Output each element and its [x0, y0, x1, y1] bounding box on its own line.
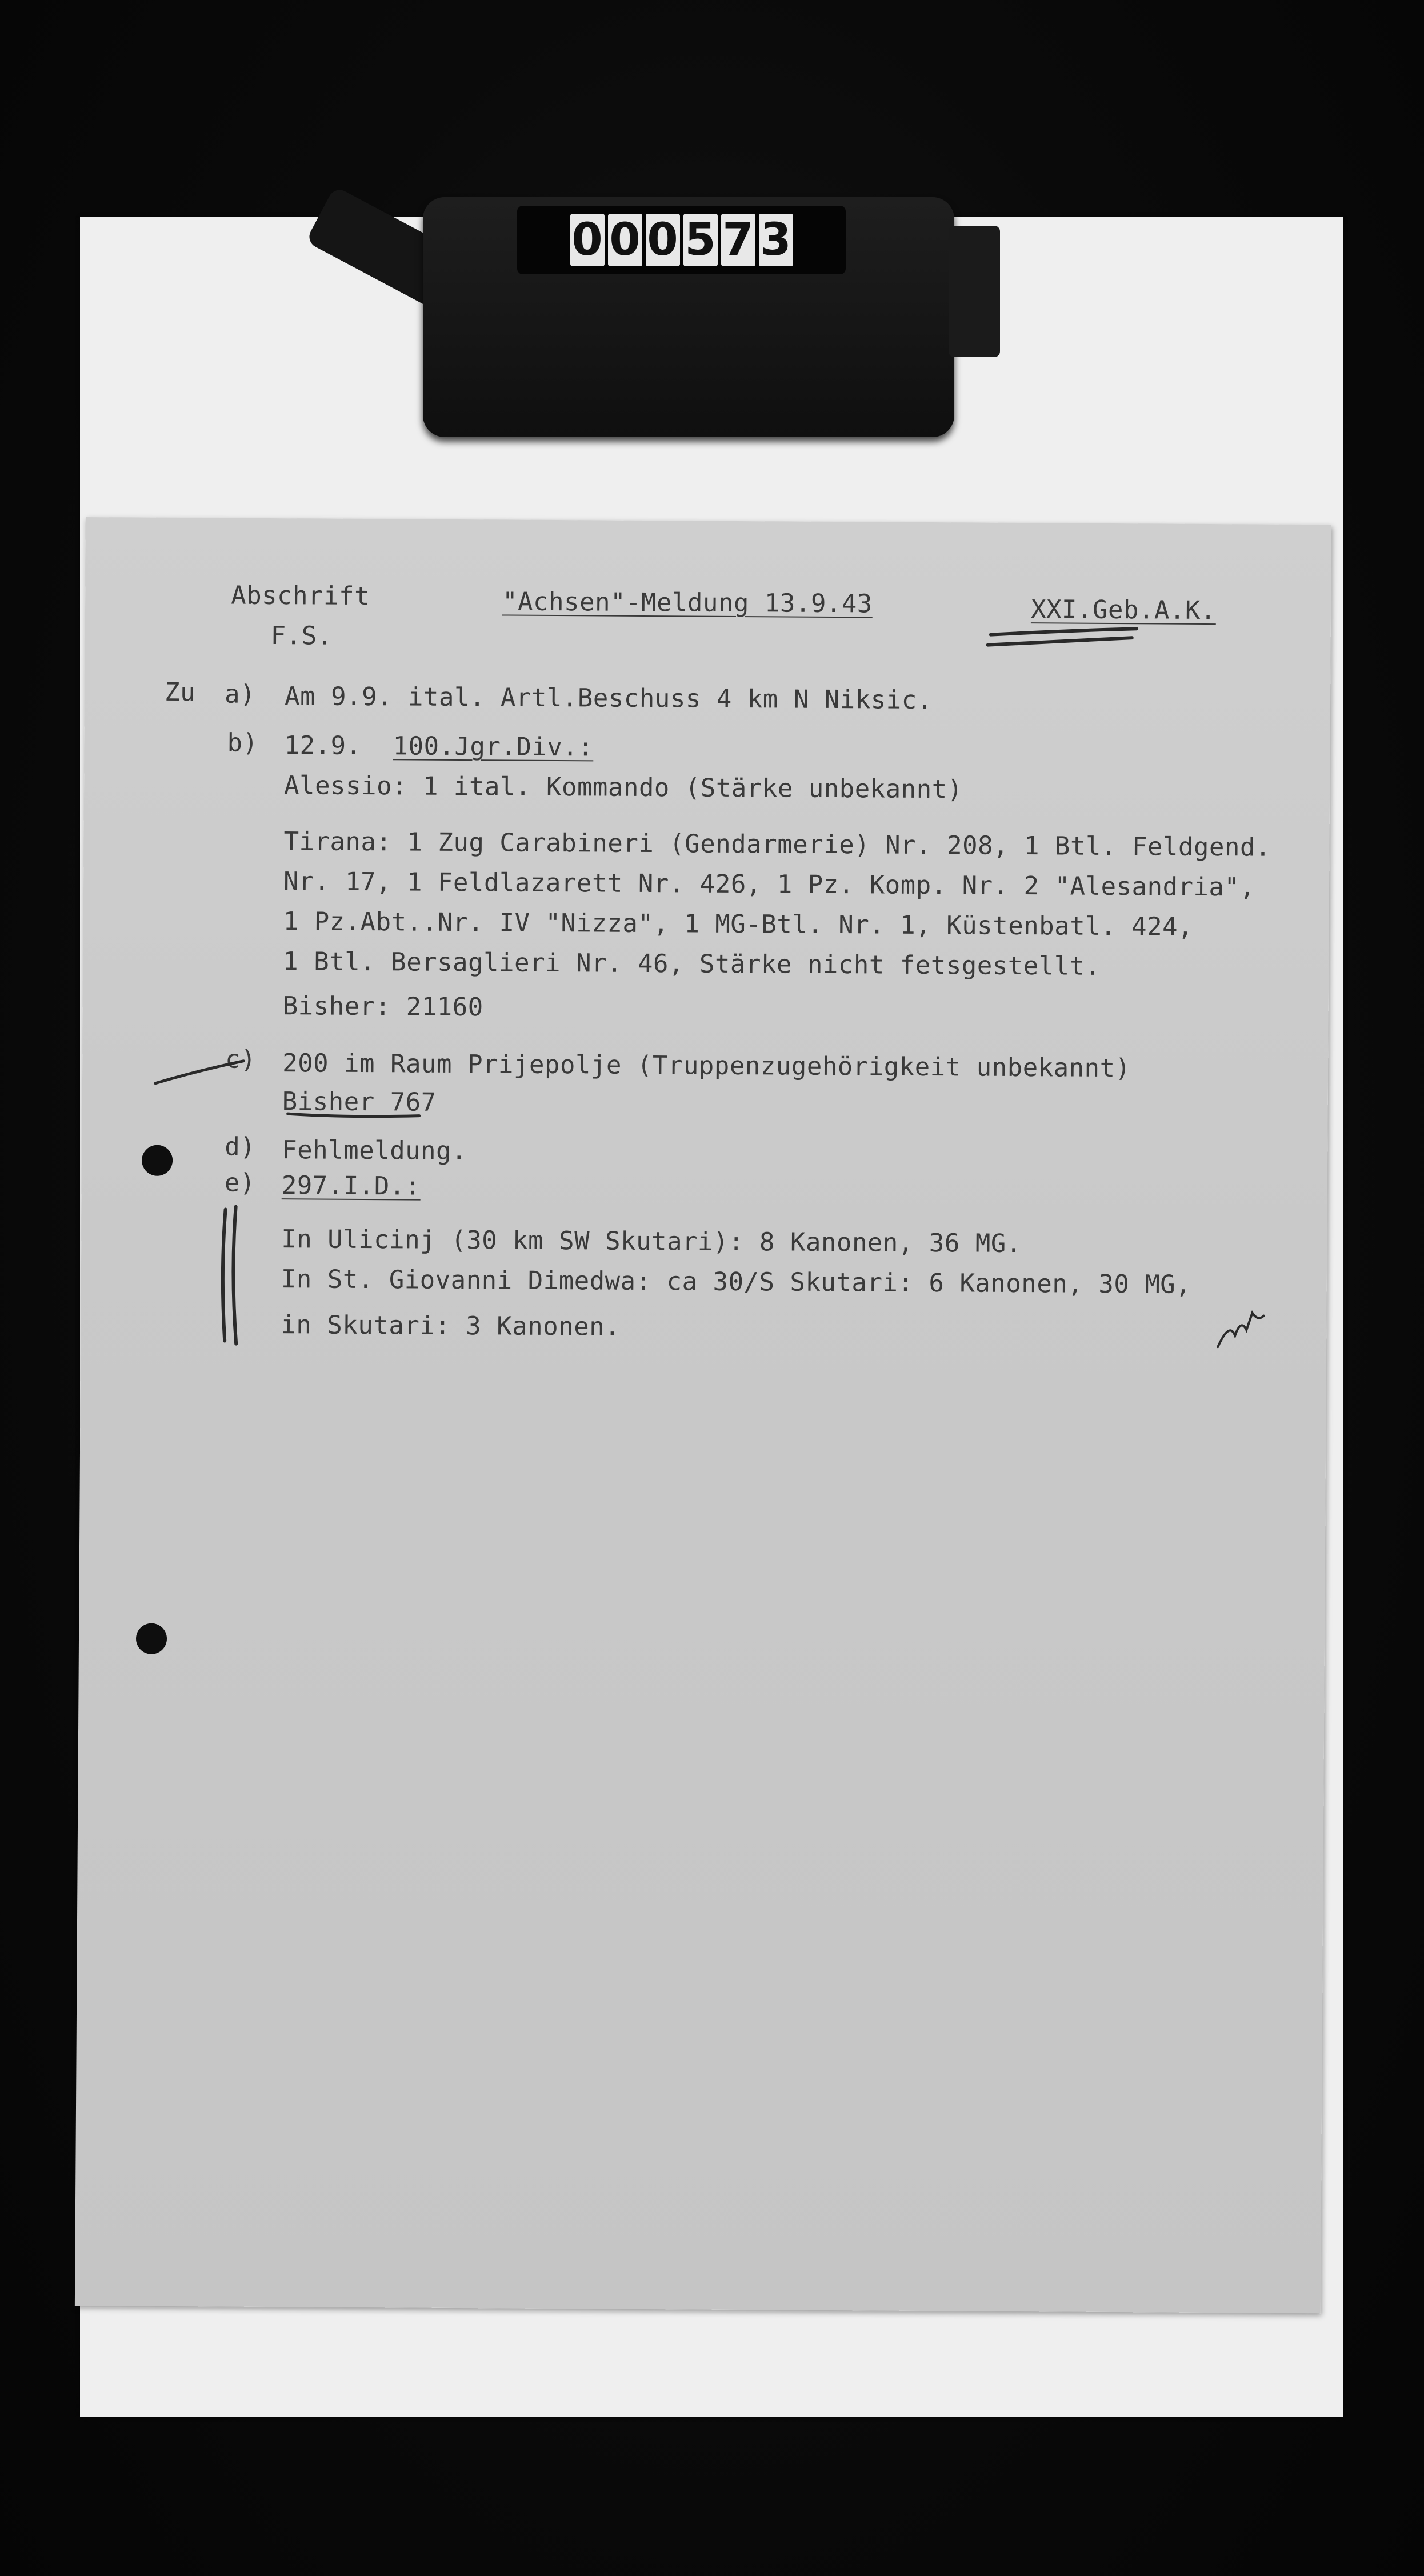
- item-e-line: In Ulicinj (30 km SW Skutari): 8 Kanonen, 36 MG.: [281, 1225, 1022, 1259]
- page-title: "Achsen"-Meldung 13.9.43: [502, 587, 873, 619]
- item-b-unit: 100.Jgr.Div.:: [393, 731, 594, 762]
- header-abschrift: Abschrift: [231, 581, 370, 611]
- item-c-text: 200 im Raum Prijepolje (Truppenzugehörigkeit unbekannt): [282, 1049, 1131, 1083]
- header-fs: F.S.: [270, 621, 333, 651]
- item-e-line: In St. Giovanni Dimedwa: ca 30/S Skutari: 6 Kanonen, 30 MG,: [281, 1265, 1191, 1299]
- item-b-tirana-line: Nr. 17, 1 Feldlazarett Nr. 426, 1 Pz. Komp. Nr. 2 "Alesandria",: [283, 867, 1255, 902]
- item-e-unit: 297.I.D.:: [281, 1171, 421, 1201]
- item-a-marker: a): [224, 679, 256, 709]
- document-page: [75, 517, 1331, 2313]
- item-b-bisher: Bisher: 21160: [282, 991, 483, 1022]
- counter-digit: 7: [721, 214, 755, 266]
- item-c-marker: c): [225, 1045, 257, 1074]
- pencil-marks: [80, 517, 1331, 1439]
- punch-hole: [136, 1623, 167, 1654]
- item-e-line: in Skutari: 3 Kanonen.: [281, 1310, 621, 1342]
- item-b-tirana-line: 1 Pz.Abt..Nr. IV "Nizza", 1 MG-Btl. Nr. 1, Küstenbatl. 424,: [283, 907, 1194, 942]
- counter-digit: 3: [759, 214, 793, 266]
- item-d-marker: d): [225, 1132, 256, 1162]
- item-b-tirana-line: Tirana: 1 Zug Carabineri (Gendarmerie) Nr. 208, 1 Btl. Feldgend.: [283, 827, 1271, 862]
- counter-digit: 5: [683, 214, 718, 266]
- zu-label: Zu: [164, 677, 196, 707]
- item-b-alessio: Alessio: 1 ital. Kommando (Stärke unbekannt): [283, 771, 963, 805]
- item-e-marker: e): [224, 1168, 256, 1198]
- item-d-text: Fehlmeldung.: [282, 1135, 467, 1166]
- counter-digit: 0: [646, 214, 680, 266]
- item-c-bisher: Bisher 767: [282, 1087, 437, 1117]
- item-b-marker: b): [227, 728, 258, 758]
- counter-digit: 0: [570, 214, 605, 266]
- item-b-tirana-line: 1 Btl. Bersaglieri Nr. 46, Stärke nicht fetsgestellt.: [283, 947, 1101, 981]
- item-a-text: Am 9.9. ital. Artl.Beschuss 4 km N Niksic.: [284, 682, 933, 715]
- counter-window: [517, 206, 846, 274]
- item-b-date: 12.9.: [284, 731, 362, 761]
- counter-knob: [949, 226, 1000, 357]
- header-unit: XXI.Geb.A.K.: [1030, 595, 1217, 626]
- counter-digit: 0: [608, 214, 642, 266]
